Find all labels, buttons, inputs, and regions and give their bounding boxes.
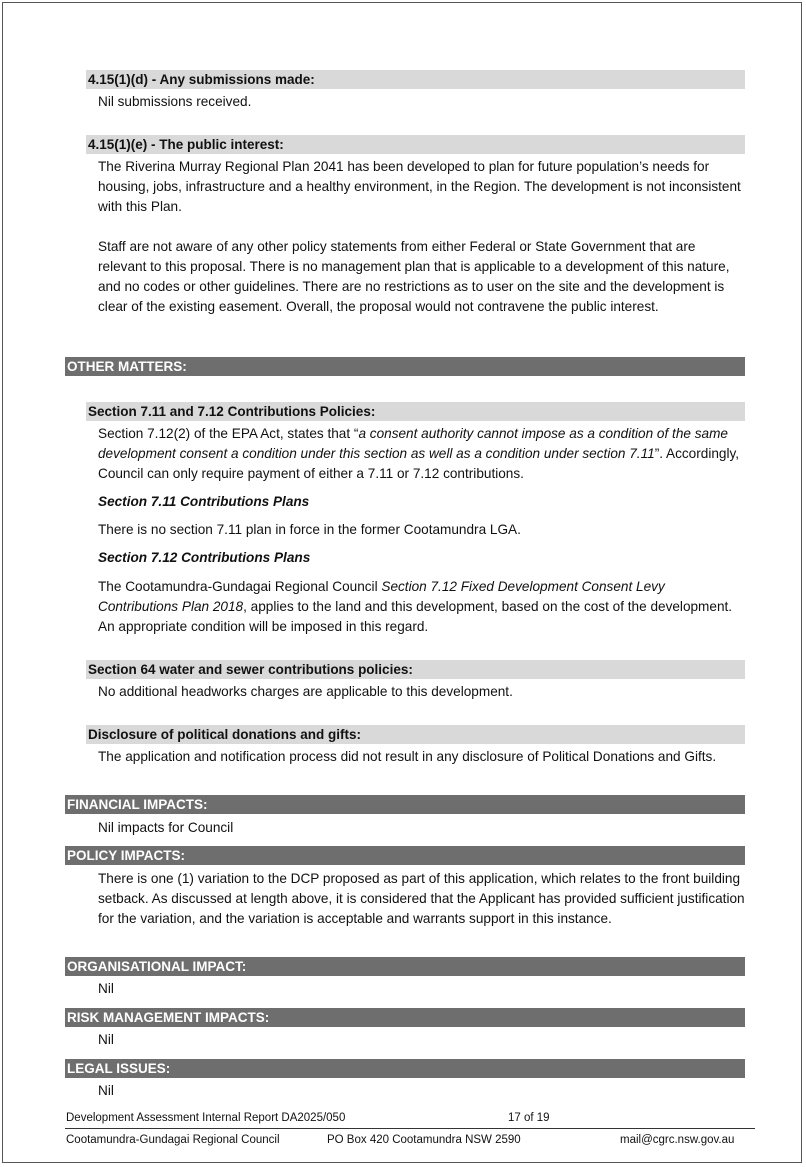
footer-page-number: 17 of 19: [508, 1112, 550, 1124]
disclosure-body: The application and notification process did not result in any disclosure of Political Donations and Gifts.: [98, 749, 717, 764]
heading-plan-712: Section 7.12 Contributions Plans: [98, 550, 311, 565]
heading-legal-issues: LEGAL ISSUES:: [65, 1059, 745, 1078]
financial-text: [98, 818, 746, 838]
contributions-intro-b: ”. Accordingly, Council can only require payment of either a 7.11 or 7.12 contributions.: [98, 446, 740, 481]
plan-712-b: , applies to the land and this development, based on the cost of the development. An appropriate condition will be imposed in this regard.: [98, 599, 733, 634]
legal-text: [98, 1081, 746, 1101]
risk-text: [98, 1030, 746, 1050]
heading-section-64: Section 64 water and sewer contributions policies:: [86, 660, 745, 679]
heading-public-interest: 4.15(1)(e) - The public interest:: [86, 135, 745, 154]
risk-body: Nil: [98, 1032, 114, 1047]
heading-financial-impacts: FINANCIAL IMPACTS:: [65, 795, 745, 814]
public-interest-para-2: Staff are not aware of any other policy statements from either Federal or State Government that are relevant to this proposal. There is no management plan that is applicable to a development of this nature, and no codes or other guidelines. There are no restrictions as to user on the site and the development is clear of the existing easement. Overall, the proposal would not contravene the public interest.: [98, 239, 730, 314]
submissions-text: [98, 92, 746, 112]
financial-body: Nil impacts for Council: [98, 820, 234, 835]
footer-email: mail@cgrc.nsw.gov.au: [620, 1134, 735, 1146]
public-interest-text: [98, 157, 746, 317]
plan-712-a: The Cootamundra-Gundagai Regional Council: [98, 579, 382, 594]
heading-policy-impacts: POLICY IMPACTS:: [65, 846, 745, 865]
footer-address: PO Box 420 Cootamundra NSW 2590: [327, 1134, 521, 1146]
heading-submissions: 4.15(1)(d) - Any submissions made:: [86, 70, 745, 89]
plan-712-text: [98, 577, 746, 637]
organisational-text: [98, 979, 746, 999]
organisational-body: Nil: [98, 981, 114, 996]
legal-body: Nil: [98, 1083, 114, 1098]
heading-disclosure: Disclosure of political donations and gifts:: [86, 725, 745, 744]
contributions-intro-quote: a consent authority cannot impose as a condition of the same development consent a condition under this section as well as a condition under section 7.11: [98, 426, 728, 461]
policy-body: There is one (1) variation to the DCP proposed as part of this application, which relates to the front building setback. As discussed at length above, it is considered that the Applicant has provided sufficient justification for the variation, and the variation is acceptable and warrants support in this instance.: [98, 871, 745, 926]
footer-council-name: Cootamundra-Gundagai Regional Council: [66, 1134, 280, 1146]
heading-risk-management: RISK MANAGEMENT IMPACTS:: [65, 1008, 745, 1027]
plan-711-body: There is no section 7.11 plan in force in the former Cootamundra LGA.: [98, 522, 521, 537]
submissions-body: Nil submissions received.: [98, 94, 252, 109]
footer-divider: [65, 1128, 755, 1129]
heading-plan-711: Section 7.11 Contributions Plans: [98, 494, 310, 509]
plan-712-title: Section 7.12 Fixed Development Consent Levy Contributions Plan 2018: [98, 579, 665, 614]
heading-organisational-impact: ORGANISATIONAL IMPACT:: [65, 957, 745, 976]
heading-contributions: Section 7.11 and 7.12 Contributions Policies:: [86, 402, 745, 421]
disclosure-text: [98, 747, 746, 767]
policy-text: [98, 869, 746, 929]
section-64-body: No additional headworks charges are applicable to this development.: [98, 684, 513, 699]
contributions-intro: [98, 424, 746, 484]
contributions-intro-a: Section 7.12(2) of the EPA Act, states that “: [98, 426, 359, 441]
heading-other-matters: OTHER MATTERS:: [65, 357, 745, 376]
section-64-text: [98, 682, 746, 702]
public-interest-para-1: The Riverina Murray Regional Plan 2041 has been developed to plan for future population’s needs for housing, jobs, infrastructure and a healthy environment, in the Region. The development is not inconsistent with this Plan.: [98, 159, 741, 214]
plan-711-text: [98, 520, 746, 540]
footer-report-title: Development Assessment Internal Report DA2025/050: [66, 1112, 346, 1124]
